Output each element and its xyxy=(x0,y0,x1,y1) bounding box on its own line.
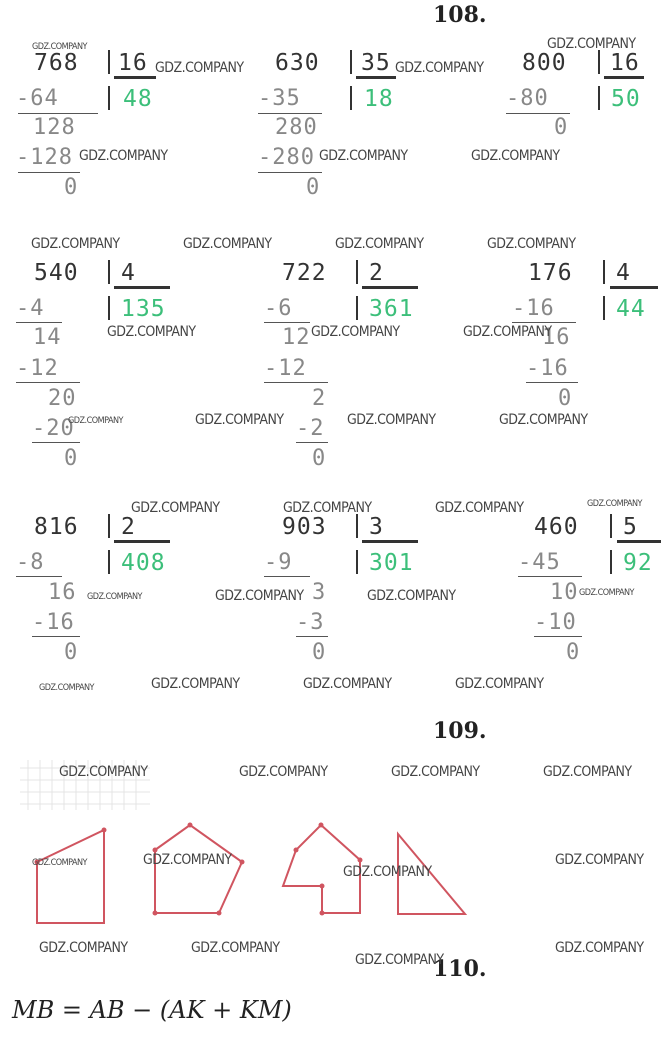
step: -16 xyxy=(32,610,75,635)
watermark: GDZ.COMPANY xyxy=(463,324,552,340)
divisor: 4 xyxy=(121,260,136,286)
divisor: 4 xyxy=(616,260,631,286)
step-rule xyxy=(264,382,328,383)
watermark: GDZ.COMPANY xyxy=(435,500,524,516)
step: -280 xyxy=(258,145,315,170)
watermark: GDZ.COMPANY xyxy=(347,412,436,428)
divisor: 35 xyxy=(361,50,391,76)
watermark: GDZ.COMPANY xyxy=(79,148,168,164)
division-bar xyxy=(108,514,110,538)
watermark: GDZ.COMPANY xyxy=(395,60,484,76)
watermark: GDZ.COMPANY xyxy=(151,676,240,692)
divisor: 2 xyxy=(369,260,384,286)
watermark: GDZ.COMPANY xyxy=(391,764,480,780)
quotient: 50 xyxy=(611,86,641,112)
watermark: GDZ.COMPANY xyxy=(555,940,644,956)
divisor-underline xyxy=(356,76,396,79)
watermark: GDZ.COMPANY xyxy=(547,36,636,52)
step: 12 xyxy=(282,325,311,350)
watermark: GDZ.COMPANY xyxy=(367,588,456,604)
step-rule xyxy=(258,172,322,173)
divisor-underline xyxy=(114,286,170,289)
watermark: GDZ.COMPANY xyxy=(355,952,444,968)
step-rule xyxy=(18,113,98,114)
divisor: 3 xyxy=(369,514,384,540)
step: 0 xyxy=(558,386,573,411)
dividend: 800 xyxy=(522,50,567,76)
step: 20 xyxy=(48,386,77,411)
task-110-heading: 110. xyxy=(433,956,487,982)
step: 10 xyxy=(550,580,579,605)
quotient-bar xyxy=(108,550,110,574)
quotient-bar xyxy=(610,550,612,574)
step: -6 xyxy=(264,296,293,321)
watermark: GDZ.COMPANY xyxy=(311,324,400,340)
divisor-underline xyxy=(114,540,170,543)
step: 0 xyxy=(566,640,581,665)
watermark: GDZ.COMPANY xyxy=(131,500,220,516)
divisor: 2 xyxy=(121,514,136,540)
step: 2 xyxy=(312,386,327,411)
step: -35 xyxy=(258,86,301,111)
divisor-underline xyxy=(362,286,418,289)
division-bar xyxy=(603,260,605,284)
watermark: GDZ.COMPANY xyxy=(471,148,560,164)
step-rule xyxy=(506,113,570,114)
step-rule xyxy=(18,172,80,173)
watermark: GDZ.COMPANY xyxy=(343,864,432,880)
step: -128 xyxy=(16,145,73,170)
quotient: 408 xyxy=(121,550,166,576)
dividend: 768 xyxy=(34,50,79,76)
watermark: GDZ.COMPANY xyxy=(191,940,280,956)
step: -16 xyxy=(526,356,569,381)
step-rule xyxy=(296,636,328,637)
step: 16 xyxy=(542,325,571,350)
step-rule xyxy=(32,636,80,637)
step: -45 xyxy=(518,550,561,575)
quotient: 361 xyxy=(369,296,414,322)
task-108-heading: 108. xyxy=(433,2,487,28)
watermark: GDZ.COMPANY xyxy=(579,588,634,598)
watermark: GDZ.COMPANY xyxy=(555,852,644,868)
dividend: 816 xyxy=(34,514,79,540)
step: 0 xyxy=(64,175,79,200)
dividend: 540 xyxy=(34,260,79,286)
divisor: 16 xyxy=(118,50,148,76)
quotient-bar xyxy=(598,86,600,110)
quadrilateral-shape xyxy=(37,830,104,923)
step: 0 xyxy=(64,446,79,471)
division-bar xyxy=(610,514,612,538)
step: -20 xyxy=(32,416,75,441)
watermark: GDZ.COMPANY xyxy=(543,764,632,780)
quotient: 18 xyxy=(364,86,394,112)
formula-line: MB = AB − (AK + KM) xyxy=(12,996,292,1024)
dividend: 722 xyxy=(282,260,327,286)
watermark: GDZ.COMPANY xyxy=(499,412,588,428)
step-rule xyxy=(258,113,322,114)
step: -2 xyxy=(296,416,325,441)
step-rule xyxy=(32,442,80,443)
step: 16 xyxy=(48,580,77,605)
watermark: GDZ.COMPANY xyxy=(319,148,408,164)
watermark: GDZ.COMPANY xyxy=(183,236,272,252)
watermark: GDZ.COMPANY xyxy=(587,499,642,509)
step: 0 xyxy=(312,640,327,665)
quotient-bar xyxy=(108,296,110,320)
quotient-bar xyxy=(356,296,358,320)
division-bar xyxy=(356,514,358,538)
watermark: GDZ.COMPANY xyxy=(39,940,128,956)
step-rule xyxy=(512,322,576,323)
divisor-underline xyxy=(604,76,644,79)
step-rule xyxy=(296,442,328,443)
step: 0 xyxy=(312,446,327,471)
division-bar xyxy=(598,50,600,74)
dividend: 903 xyxy=(282,514,327,540)
step-rule xyxy=(16,322,62,323)
watermark: GDZ.COMPANY xyxy=(455,676,544,692)
watermark: GDZ.COMPANY xyxy=(32,42,87,52)
quotient-bar xyxy=(603,296,605,320)
watermark: GDZ.COMPANY xyxy=(39,683,94,693)
watermark: GDZ.COMPANY xyxy=(87,592,142,602)
quotient: 44 xyxy=(616,296,646,322)
step: 0 xyxy=(306,175,321,200)
step: 3 xyxy=(312,580,327,605)
step: 128 xyxy=(33,115,76,140)
divisor-underline xyxy=(362,540,418,543)
step: -16 xyxy=(512,296,555,321)
watermark: GDZ.COMPANY xyxy=(303,676,392,692)
step: 0 xyxy=(554,115,569,140)
step-rule xyxy=(264,576,310,577)
watermark: GDZ.COMPANY xyxy=(487,236,576,252)
dividend: 630 xyxy=(275,50,320,76)
division-bar xyxy=(350,50,352,74)
step-rule xyxy=(526,382,578,383)
division-bar xyxy=(108,50,110,74)
step: 280 xyxy=(275,115,318,140)
quotient: 92 xyxy=(623,550,653,576)
step: -9 xyxy=(264,550,293,575)
step: 14 xyxy=(33,325,62,350)
quotient-bar xyxy=(350,86,352,110)
quotient-bar xyxy=(356,550,358,574)
step: -8 xyxy=(16,550,45,575)
watermark: GDZ.COMPANY xyxy=(107,324,196,340)
dividend: 176 xyxy=(528,260,573,286)
step: -12 xyxy=(16,356,59,381)
watermark: GDZ.COMPANY xyxy=(68,416,123,426)
step-rule xyxy=(16,382,80,383)
divisor-underline xyxy=(114,76,156,79)
step: -4 xyxy=(16,296,45,321)
step-rule xyxy=(518,576,582,577)
step: -80 xyxy=(506,86,549,111)
watermark: GDZ.COMPANY xyxy=(31,236,120,252)
watermark: GDZ.COMPANY xyxy=(283,500,372,516)
watermark: GDZ.COMPANY xyxy=(155,60,244,76)
step: -3 xyxy=(296,610,325,635)
step: -12 xyxy=(264,356,307,381)
step-rule xyxy=(534,636,582,637)
task-109-heading: 109. xyxy=(433,718,487,744)
watermark: GDZ.COMPANY xyxy=(143,852,232,868)
division-bar xyxy=(108,260,110,284)
watermark: GDZ.COMPANY xyxy=(215,588,304,604)
step: 0 xyxy=(64,640,79,665)
watermark: GDZ.COMPANY xyxy=(239,764,328,780)
step: -10 xyxy=(534,610,577,635)
quotient: 135 xyxy=(121,296,166,322)
quotient: 48 xyxy=(123,86,153,112)
step: -64 xyxy=(16,86,59,111)
divisor-underline xyxy=(610,286,658,289)
divisor: 5 xyxy=(623,514,638,540)
pentagon-shape xyxy=(155,825,242,913)
watermark: GDZ.COMPANY xyxy=(195,412,284,428)
watermark: GDZ.COMPANY xyxy=(59,764,148,780)
divisor: 16 xyxy=(610,50,640,76)
quotient: 301 xyxy=(369,550,414,576)
division-bar xyxy=(356,260,358,284)
dividend: 460 xyxy=(534,514,579,540)
step-rule xyxy=(264,322,310,323)
step-rule xyxy=(16,576,62,577)
quotient-bar xyxy=(108,86,110,110)
watermark: GDZ.COMPANY xyxy=(335,236,424,252)
watermark: GDZ.COMPANY xyxy=(32,858,87,868)
polygons-figure xyxy=(0,810,668,950)
divisor-underline xyxy=(617,540,661,543)
